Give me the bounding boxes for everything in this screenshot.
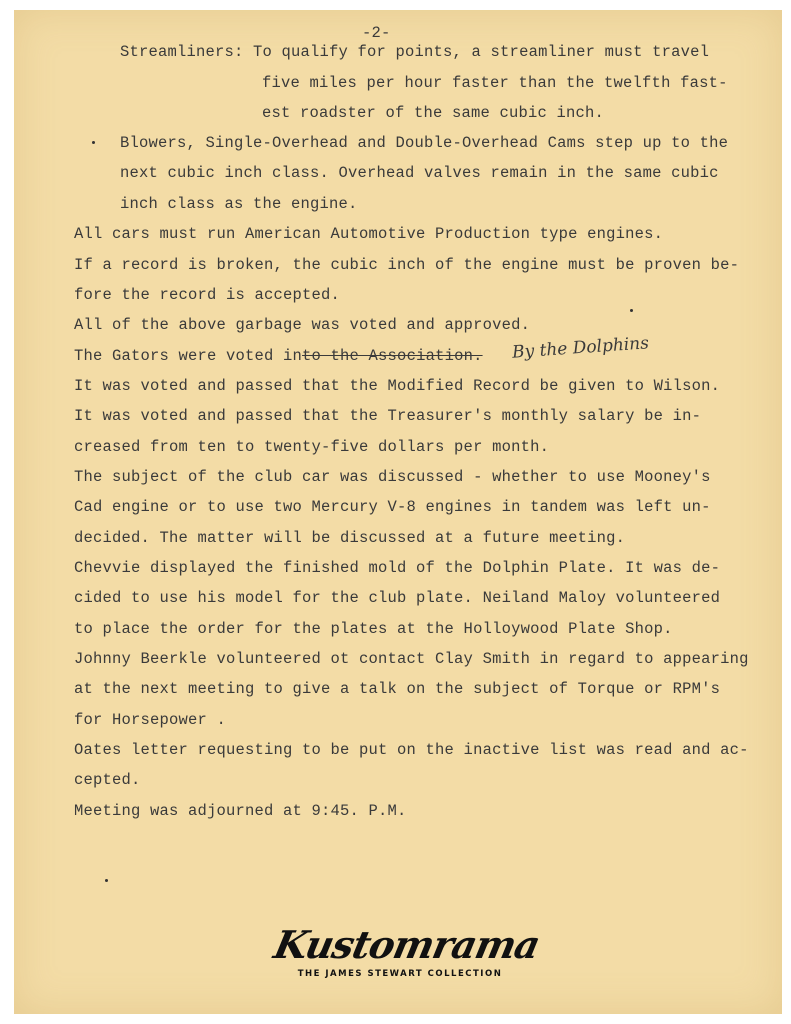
- text-line: It was voted and passed that the Treasurer's monthly salary be in-: [74, 407, 702, 425]
- text-line: It was voted and passed that the Modified Record be given to Wilson.: [74, 377, 721, 395]
- ink-speck: [105, 879, 108, 882]
- text-line: to place the order for the plates at the Holloywood Plate Shop.: [74, 620, 673, 638]
- document-page: [14, 10, 782, 1014]
- text-line: [74, 347, 483, 365]
- text-segment: The Gators were voted in: [74, 347, 303, 365]
- text-line: next cubic inch class. Overhead valves remain in the same cubic: [120, 164, 719, 182]
- text-line: Meeting was adjourned at 9:45. P.M.: [74, 802, 407, 820]
- text-line: at the next meeting to give a talk on the subject of Torque or RPM's: [74, 680, 721, 698]
- text-line: The subject of the club car was discussed - whether to use Mooney's: [74, 468, 711, 486]
- text-line: for Horsepower .: [74, 711, 227, 729]
- text-line: cepted.: [74, 771, 141, 789]
- struck-text: to the Association.: [302, 347, 483, 365]
- logo-wordmark: Kustomrama: [270, 922, 544, 967]
- text-line: All cars must run American Automotive Production type engines.: [74, 225, 664, 243]
- text-line: cided to use his model for the club plate. Neiland Maloy volunteered: [74, 589, 721, 607]
- kustomrama-logo: [270, 922, 544, 979]
- text-line: Chevvie displayed the finished mold of the Dolphin Plate. It was de-: [74, 559, 721, 577]
- page-number: -2-: [362, 24, 391, 42]
- text-line: Blowers, Single-Overhead and Double-Overhead Cams step up to the: [120, 134, 729, 152]
- text-line: decided. The matter will be discussed at a future meeting.: [74, 529, 626, 547]
- handwritten-note: By the Dolphins: [511, 333, 650, 363]
- text-line: Cad engine or to use two Mercury V-8 engines in tandem was left un-: [74, 498, 711, 516]
- text-line: Oates letter requesting to be put on the inactive list was read and ac-: [74, 741, 749, 759]
- ink-speck: [630, 309, 633, 312]
- text-line: est roadster of the same cubic inch.: [262, 104, 605, 122]
- text-line: inch class as the engine.: [120, 195, 358, 213]
- ink-speck: [92, 141, 95, 144]
- text-line: If a record is broken, the cubic inch of the engine must be proven be-: [74, 256, 740, 274]
- text-line: All of the above garbage was voted and approved.: [74, 316, 531, 334]
- logo-subtitle: THE JAMES STEWART COLLECTION: [297, 969, 503, 979]
- text-line: fore the record is accepted.: [74, 286, 341, 304]
- text-line: Streamliners: To qualify for points, a streamliner must travel: [120, 43, 710, 61]
- text-line: Johnny Beerkle volunteered ot contact Clay Smith in regard to appearing: [74, 650, 749, 668]
- text-line: creased from ten to twenty-five dollars per month.: [74, 438, 550, 456]
- text-line: five miles per hour faster than the twelfth fast-: [262, 74, 728, 92]
